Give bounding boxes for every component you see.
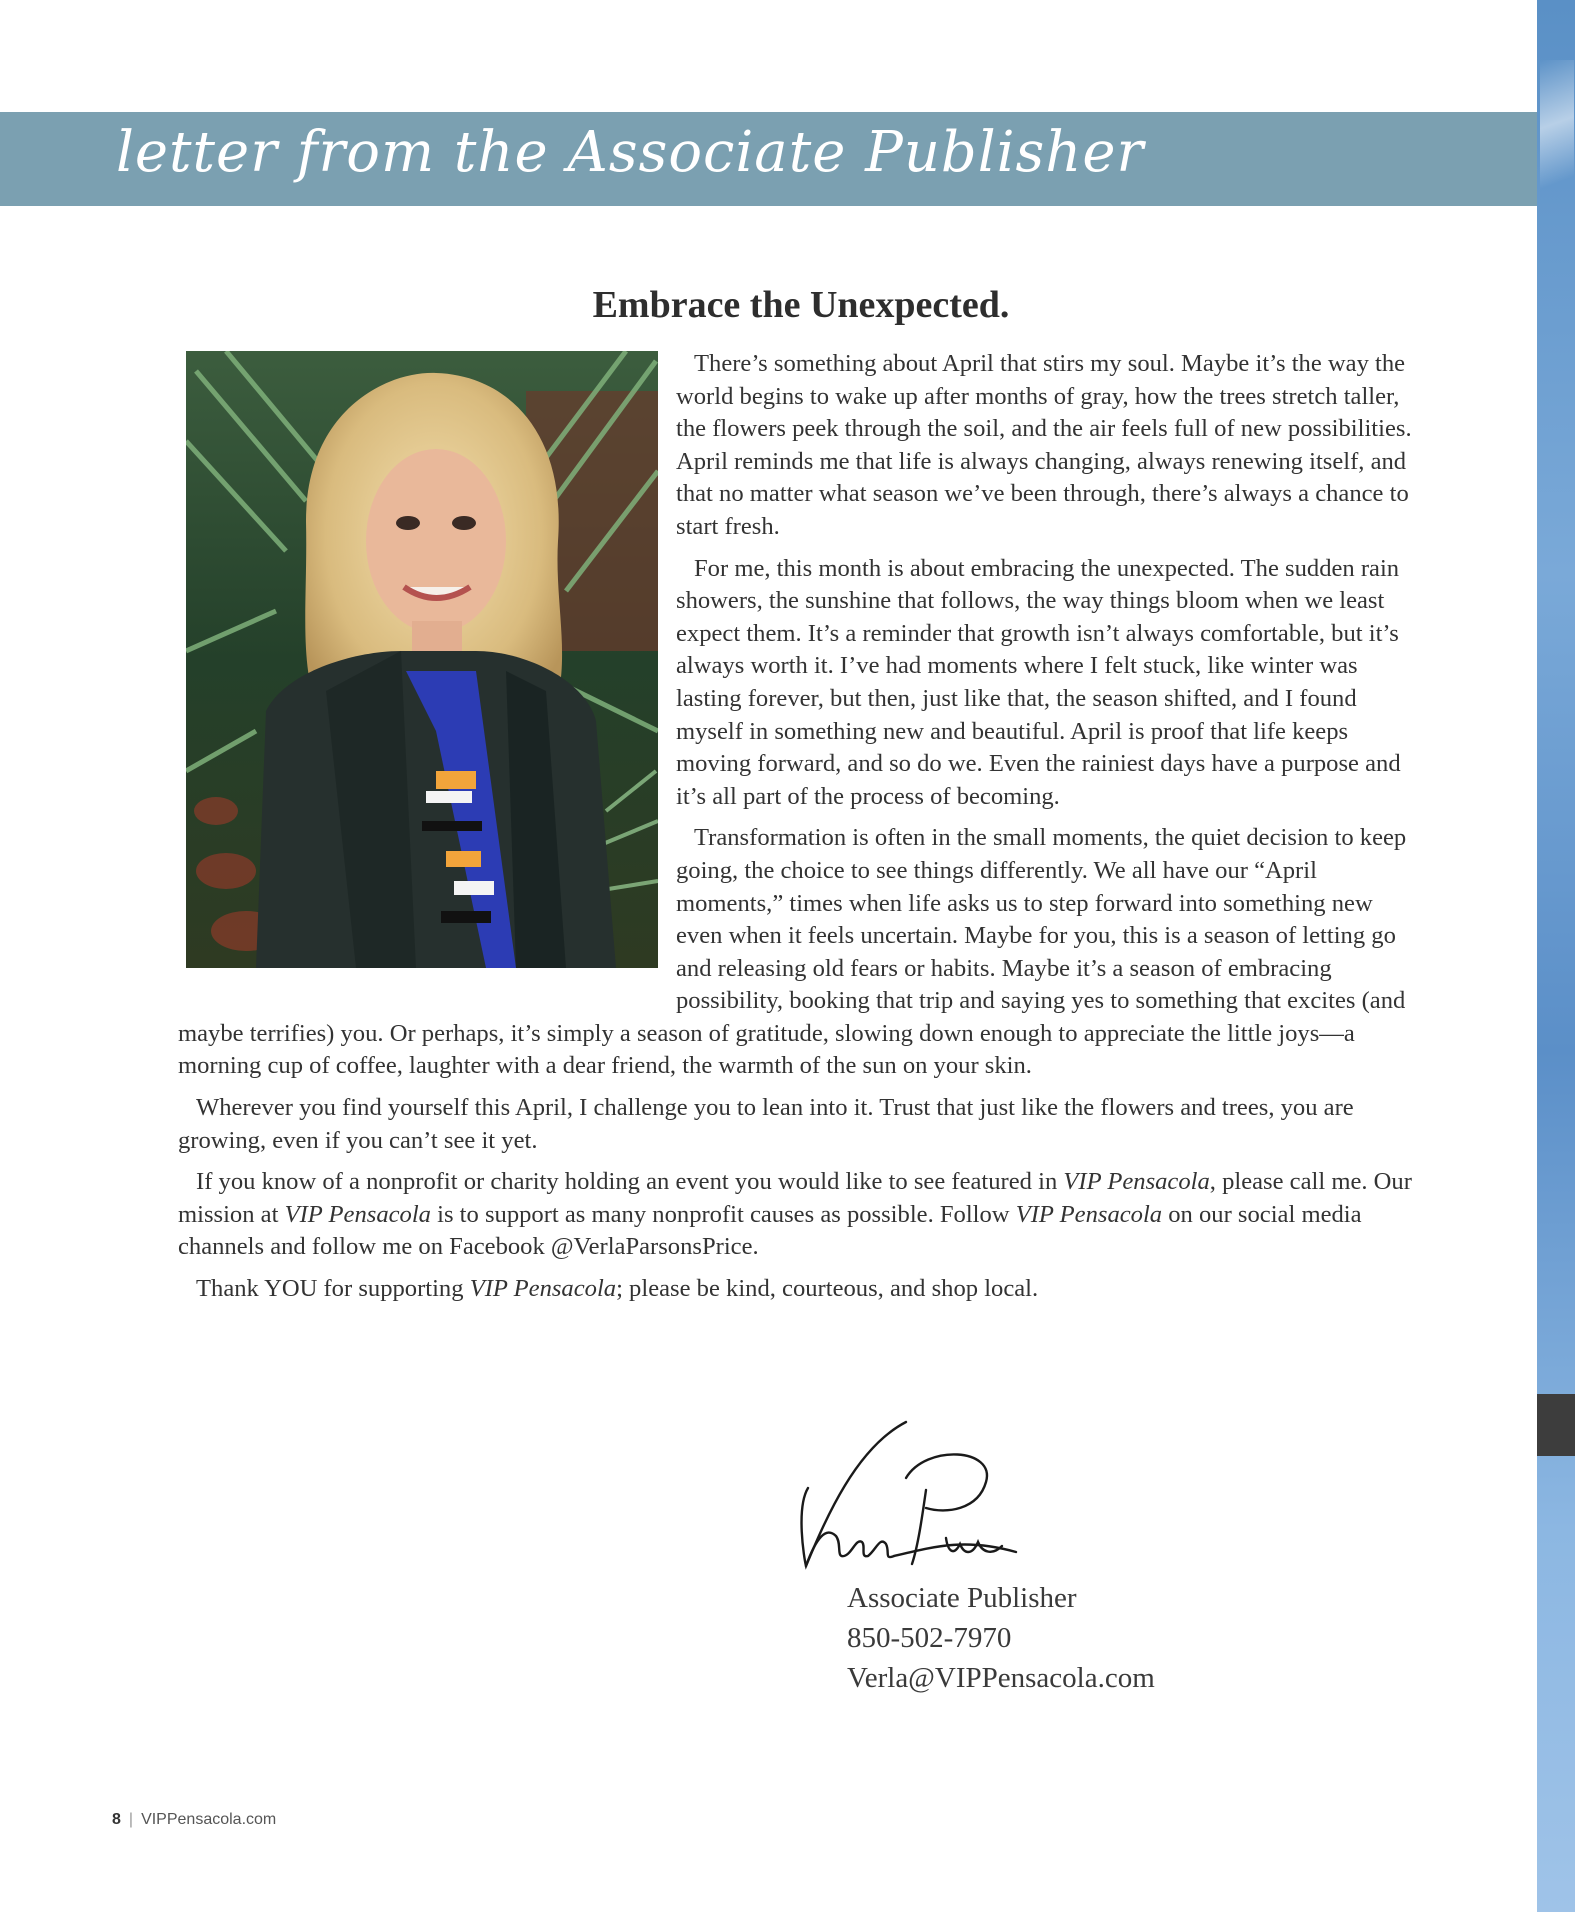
letter-paragraph: [178, 1273, 1424, 1306]
signer-title: Associate Publisher: [847, 1582, 1077, 1614]
photo-wrap-space: [178, 348, 676, 986]
page-edge-tab: [1537, 1394, 1575, 1456]
footer-site: VIPPensacola.com: [141, 1811, 277, 1828]
publication-name: VIP Pensacola: [469, 1275, 617, 1303]
publication-name: VIP Pensacola: [1015, 1200, 1163, 1228]
letter-paragraph: [178, 1166, 1424, 1264]
publication-name: VIP Pensacola: [1063, 1168, 1210, 1196]
paragraph-text: on our social media channels and follow me on Facebook @VerlaParsonsPrice.: [178, 1200, 1362, 1261]
letter-headline: Embrace the Unexpected.: [592, 284, 1010, 326]
letter-body: [178, 348, 1424, 1315]
page-edge-highlight: [1540, 60, 1574, 220]
footer-separator: |: [128, 1811, 134, 1828]
section-banner-title: letter from the Associate Publisher: [116, 120, 1145, 185]
paragraph-text: , please call me. Our mission at: [178, 1168, 1412, 1228]
paragraph-text: ; please be kind, courteous, and shop local.: [616, 1275, 1039, 1303]
paragraph-text: There’s something about April that stirs my soul. Maybe it’s the way the world begins to wake up after months of gray, how the trees stretch taller, the flowers peek through the soil, and the air feels full of new possibilities. April reminds me that life is always changing, always renewing itself, and that no matter what season we’ve been through, there’s always a chance to start fresh.: [676, 350, 1412, 540]
paragraph-text: If you know of a nonprofit or charity holding an event you would like to see featured in: [196, 1168, 1064, 1196]
signer-email: Verla@VIPPensacola.com: [847, 1662, 1155, 1694]
section-banner: [0, 112, 1537, 206]
signature-image: [796, 1418, 1022, 1570]
paragraph-text: Wherever you find yourself this April, I challenge you to lean into it. Trust that just like the flowers and trees, you are growing, even if you can’t see it yet.: [178, 1094, 1354, 1154]
page-edge-strip: [1537, 0, 1575, 1912]
paragraph-text: Transformation is often in the small moments, the quiet decision to keep going, the choice to see things differently. We all have our “April moments,” times when life asks us to step forward into something new even when it feels uncertain. Maybe for you, this is a season of letting go and releasing old fears or habits. Maybe it’s a season of embracing possibility, booking that trip and saying yes to something that excites (and maybe terrifies) you. Or perhaps, it’s simply a season of gratitude, slowing down enough to appreciate the little joys—a morning cup of coffee, laughter with a dear friend, the warmth of the sun on your skin.: [178, 824, 1407, 1080]
publication-name: VIP Pensacola: [284, 1200, 431, 1228]
paragraph-text: is to support as many nonprofit causes as possible. Follow: [430, 1200, 1016, 1228]
paragraph-text: For me, this month is about embracing the unexpected. The sudden rain showers, the sunshine that follows, the way things bloom when we least expect them. It’s a reminder that growth isn’t always comfortable, but it’s always worth it. I’ve had moments where I felt stuck, like winter was lasting forever, but then, just like that, the season shifted, and I found myself in something new and beautiful. April is proof that life keeps moving forward, and so do we. Even the rainiest days have a purpose and it’s all part of the process of becoming.: [676, 554, 1401, 810]
page-footer: [112, 1811, 276, 1829]
paragraph-text: Thank YOU for supporting: [196, 1275, 470, 1303]
signer-phone: 850-502-7970: [847, 1622, 1012, 1654]
letter-paragraph: [178, 1092, 1424, 1157]
page-number: 8: [112, 1811, 121, 1828]
